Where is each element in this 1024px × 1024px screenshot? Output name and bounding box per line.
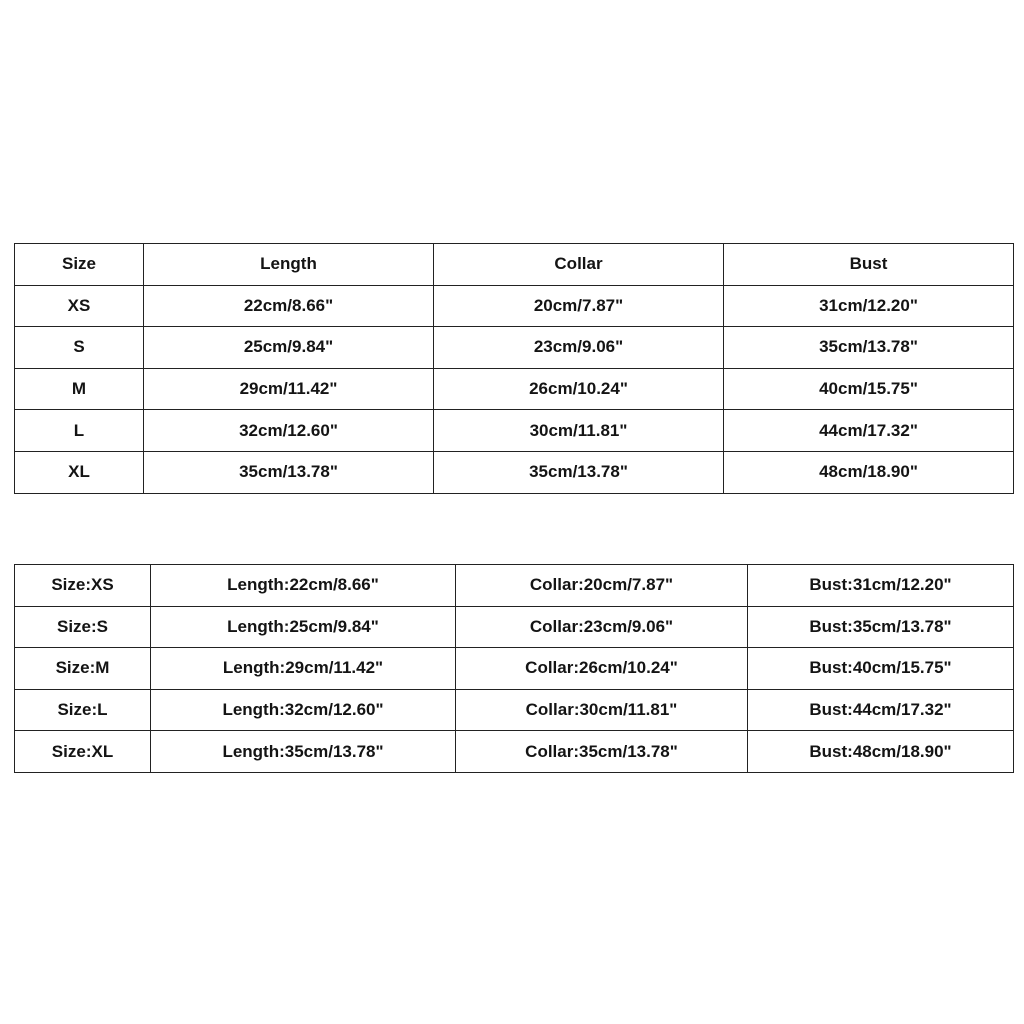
table-header-row (15, 244, 1014, 286)
bust-cell: Bust:48cm/18.90" (748, 731, 1014, 773)
length-cell: Length:22cm/8.66" (151, 565, 456, 607)
bust-cell: 35cm/13.78" (724, 327, 1014, 369)
bust-cell: Bust:35cm/13.78" (748, 606, 1014, 648)
collar-cell: 35cm/13.78" (434, 451, 724, 493)
column-header-length: Length (144, 244, 434, 286)
collar-cell: Collar:26cm/10.24" (456, 648, 748, 690)
column-header-size: Size (15, 244, 144, 286)
size-cell: Size:S (15, 606, 151, 648)
table-row (15, 731, 1014, 773)
size-chart-labeled-table (14, 564, 1014, 773)
collar-cell: Collar:23cm/9.06" (456, 606, 748, 648)
collar-cell: Collar:30cm/11.81" (456, 689, 748, 731)
bust-cell: 40cm/15.75" (724, 368, 1014, 410)
length-cell: 22cm/8.66" (144, 285, 434, 327)
table-row (15, 327, 1014, 369)
bust-cell: Bust:40cm/15.75" (748, 648, 1014, 690)
bust-cell: Bust:44cm/17.32" (748, 689, 1014, 731)
length-cell: 35cm/13.78" (144, 451, 434, 493)
table-row (15, 606, 1014, 648)
length-cell: Length:25cm/9.84" (151, 606, 456, 648)
size-cell: Size:XL (15, 731, 151, 773)
collar-cell: 30cm/11.81" (434, 410, 724, 452)
size-cell: Size:L (15, 689, 151, 731)
length-cell: Length:29cm/11.42" (151, 648, 456, 690)
table-row (15, 451, 1014, 493)
collar-cell: 26cm/10.24" (434, 368, 724, 410)
table-row (15, 565, 1014, 607)
size-cell: L (15, 410, 144, 452)
table-row (15, 368, 1014, 410)
column-header-bust: Bust (724, 244, 1014, 286)
length-cell: Length:32cm/12.60" (151, 689, 456, 731)
length-cell: 29cm/11.42" (144, 368, 434, 410)
table-row (15, 689, 1014, 731)
table-row (15, 285, 1014, 327)
size-cell: S (15, 327, 144, 369)
length-cell: 25cm/9.84" (144, 327, 434, 369)
size-cell: M (15, 368, 144, 410)
collar-cell: Collar:20cm/7.87" (456, 565, 748, 607)
size-cell: XL (15, 451, 144, 493)
size-chart-table (14, 243, 1014, 494)
size-cell: Size:XS (15, 565, 151, 607)
bust-cell: 44cm/17.32" (724, 410, 1014, 452)
length-cell: Length:35cm/13.78" (151, 731, 456, 773)
table-row (15, 648, 1014, 690)
collar-cell: Collar:35cm/13.78" (456, 731, 748, 773)
length-cell: 32cm/12.60" (144, 410, 434, 452)
bust-cell: 31cm/12.20" (724, 285, 1014, 327)
table-row (15, 410, 1014, 452)
size-cell: XS (15, 285, 144, 327)
collar-cell: 20cm/7.87" (434, 285, 724, 327)
column-header-collar: Collar (434, 244, 724, 286)
collar-cell: 23cm/9.06" (434, 327, 724, 369)
bust-cell: Bust:31cm/12.20" (748, 565, 1014, 607)
size-cell: Size:M (15, 648, 151, 690)
bust-cell: 48cm/18.90" (724, 451, 1014, 493)
